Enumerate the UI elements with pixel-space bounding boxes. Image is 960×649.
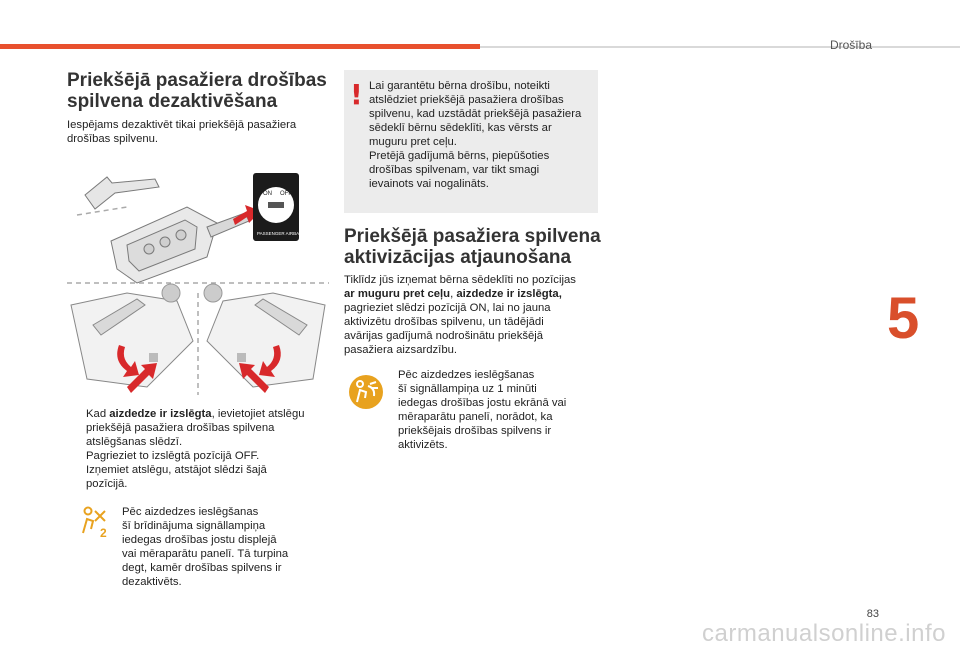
airbag-off-warning-icon: [79, 505, 111, 539]
airbag-switch-illustration: [67, 165, 329, 397]
activated-warning-text: Pēc aizdedzes ieslēgšanas šī signāllampiņa uz 1 minūti iedegas drošības jostu ekrānā vai mēraparātu panelī, norādot, ka priekšējais drošības spilvens ir aktivizēts.: [398, 369, 567, 451]
deactivation-intro: Iespējams dezaktivēt tikai priekšējā pasažiera drošības spilvenu.: [67, 119, 297, 145]
airbag-on-icon: [348, 374, 384, 410]
switch-caption: PASSENGER AIRBAG: [257, 231, 303, 236]
step-item: Pagrieziet to izslēgtā pozīcijā OFF.: [86, 450, 260, 462]
switch-off-label: OFF: [280, 191, 292, 197]
deactivation-title: Priekšējā pasažiera drošības spilvena dezaktivēšana: [67, 70, 327, 112]
watermark: carmanualsonline.info: [702, 620, 946, 647]
svg-text:2: 2: [100, 526, 107, 539]
child-safety-notice: [344, 70, 598, 213]
reactivation-title: Priekšējā pasažiera spilvena aktivizācijas atjaunošana: [344, 226, 601, 268]
notice-text: Lai garantētu bērna drošību, noteikti atslēdziet priekšējā pasažiera drošības spilvenu, kad uzstādāt priekšējā pasažiera sēdeklī bērnu sēdeklīti, kas vērsts ar muguru pret ceļu. Pretējā gadījumā bērns, piepūšoties drošības spilvenam, var tikt smagi ievainots vai nogalināts.: [369, 80, 582, 190]
key-illustration: [85, 177, 249, 283]
switch-on-label: ON: [263, 191, 272, 197]
reactivation-text: Tiklīdz jūs izņemat bērna sēdeklīti no pozīcijas ar muguru pret ceļu, aizdedze ir izslēgta, pagrieziet slēdzi pozīcijā ON, lai no jauna aktivizētu drošības spilvenu, un tādējādi avārijas gadījumā nodrošinātu priekšējā pasažiera aizsardzību.: [344, 274, 576, 356]
step-item: Kad aizdedze ir izslēgta, ievietojiet atslēgu priekšējā pasažiera drošības spilvena atslēgšanas slēdzī.: [86, 408, 305, 448]
section-title: Drošība: [829, 38, 872, 52]
step-item: Izņemiet atslēgu, atstājot slēdzi šajā pozīcijā.: [86, 464, 267, 490]
alert-icon: !: [350, 78, 363, 111]
header-rule: [480, 46, 960, 48]
page-number: 83: [866, 608, 879, 620]
chapter-number: 5: [887, 286, 920, 351]
deactivation-steps: [67, 407, 332, 491]
header-accent-bar: [0, 44, 480, 49]
deactivated-warning-text: Pēc aizdedzes ieslēgšanas šī brīdinājuma signāllampiņa iedegas drošības jostu displejā vai mēraparātu panelī. Tā turpina degt, kamēr drošības spilvens ir dezaktivēts.: [122, 506, 289, 588]
